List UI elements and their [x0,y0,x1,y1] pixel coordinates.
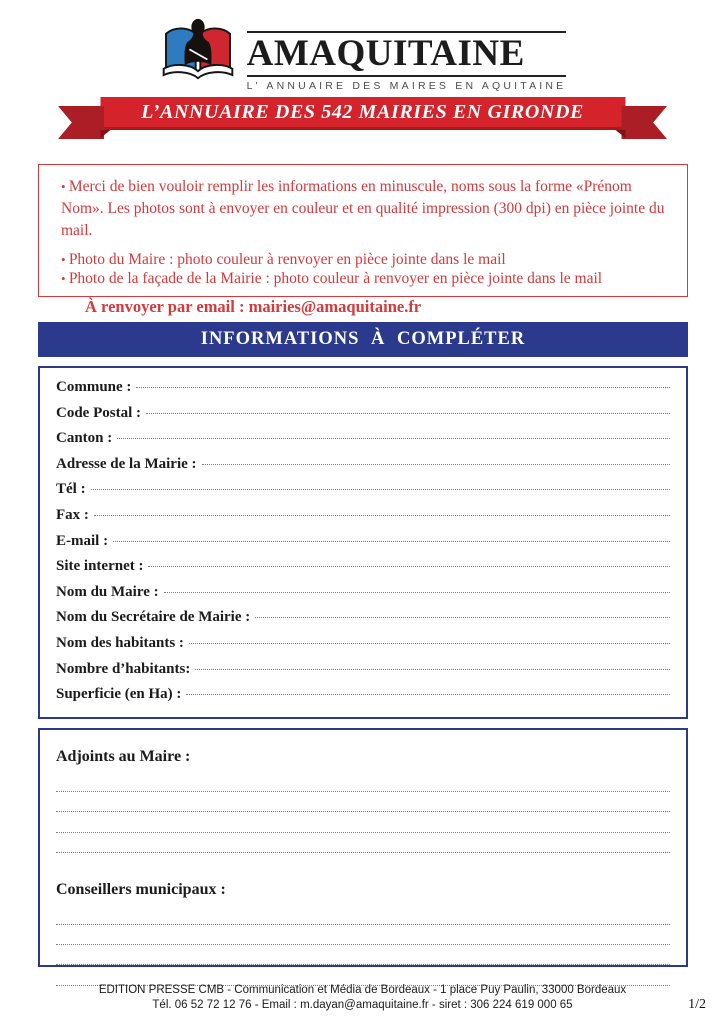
field-row-nom-habitants [56,635,670,661]
conseillers-blank-lines [56,905,670,986]
field-blank-line [164,592,670,593]
field-row-site-internet [56,558,670,584]
field-blank-line [113,541,670,542]
blank-line [56,905,670,925]
field-blank-line [146,413,670,414]
footer-line2: Tél. 06 52 72 12 76 - Email : m.dayan@amaquitaine.fr - siret : 306 224 619 000 65 [152,999,573,1011]
field-row-tel [56,481,670,507]
logo [0,16,725,92]
blank-line [56,792,670,812]
ribbon-tail-left [58,106,104,139]
field-blank-line [136,387,670,388]
page-number: 1/2 [688,997,706,1012]
field-row-superficie [56,686,670,712]
ribbon-fold-left [100,130,110,138]
return-email-line: À renvoyer par email : mairies@amaquitaine.fr [85,297,422,316]
ribbon-fold-right [615,130,625,138]
field-row-nom-secretaire [56,609,670,635]
document-title: L’ANNUAIRE DES 542 MAIRIES EN GIRONDE [141,101,584,123]
field-row-email [56,533,670,559]
field-blank-line [94,515,670,516]
field-label: Nom des habitants : [56,634,184,651]
blank-line [56,925,670,945]
field-label: Site internet : [56,558,144,575]
footer [0,983,725,1013]
blank-line [56,945,670,965]
field-label: Nom du Maire : [56,583,159,600]
field-label: Fax : [56,506,89,523]
footer-line1: EDITION PRESSE CMB - Communication et Média de Bordeaux - 1 place Puy Paulin, 33000 Bordeaux [98,984,627,996]
adjoints-blank-lines [56,772,670,853]
logo-text [247,16,567,92]
field-blank-line [195,669,670,670]
conseillers-label: Conseillers municipaux : [56,880,226,898]
section-header: INFORMATIONS À COMPLÉTER [38,322,688,357]
field-row-commune [56,379,670,405]
officials-lists-box [38,728,688,967]
title-ribbon [100,97,625,130]
blank-line [56,772,670,792]
field-label: Nombre d’habitants: [56,660,191,677]
instruction-photo-maire: • Photo du Maire : photo couleur à renvoyer en pièce jointe dans le mail [61,251,667,270]
instruction-lead: • Merci de bien vouloir remplir les informations en minuscule, noms sous la forme «Prénom Nom». Les photos sont à envoyer en couleur et en qualité impression (300 dpi) en pièce jointe du mail. [61,176,667,242]
instructions-box [38,164,688,316]
field-row-canton [56,430,670,456]
field-label: Canton : [56,430,113,447]
field-blank-line [186,694,670,695]
information-form-box [38,366,688,719]
adjoints-label: Adjoints au Maire : [56,748,191,765]
field-blank-line [91,489,670,490]
field-label: Nom du Secrétaire de Mairie : [56,609,251,626]
field-label: Tél : [56,481,86,498]
field-label: E-mail : [56,532,109,549]
field-blank-line [255,617,670,618]
instruction-photo-facade: • Photo de la façade de la Mairie : photo couleur à renvoyer en pièce jointe dans le mail [61,270,667,289]
field-row-adresse-mairie [56,456,670,482]
blank-line [56,812,670,832]
logo-subtitle: L' ANNUAIRE DES MAIRES EN AQUITAINE [247,75,567,92]
marianne-book-icon [159,16,237,92]
logo-title: AMAQUITAINE [247,31,567,73]
field-row-nombre-habitants [56,661,670,687]
field-label: Code Postal : [56,404,141,421]
blank-line [56,833,670,853]
field-label: Superficie (en Ha) : [56,686,182,703]
field-blank-line [202,464,670,465]
field-blank-line [189,643,670,644]
field-blank-line [148,566,670,567]
ribbon-tail-right [621,106,667,139]
field-blank-line [117,438,670,439]
field-row-code-postal [56,405,670,431]
field-label: Adresse de la Mairie : [56,455,197,472]
field-row-nom-maire [56,584,670,610]
field-label: Commune : [56,379,132,395]
field-row-fax [56,507,670,533]
